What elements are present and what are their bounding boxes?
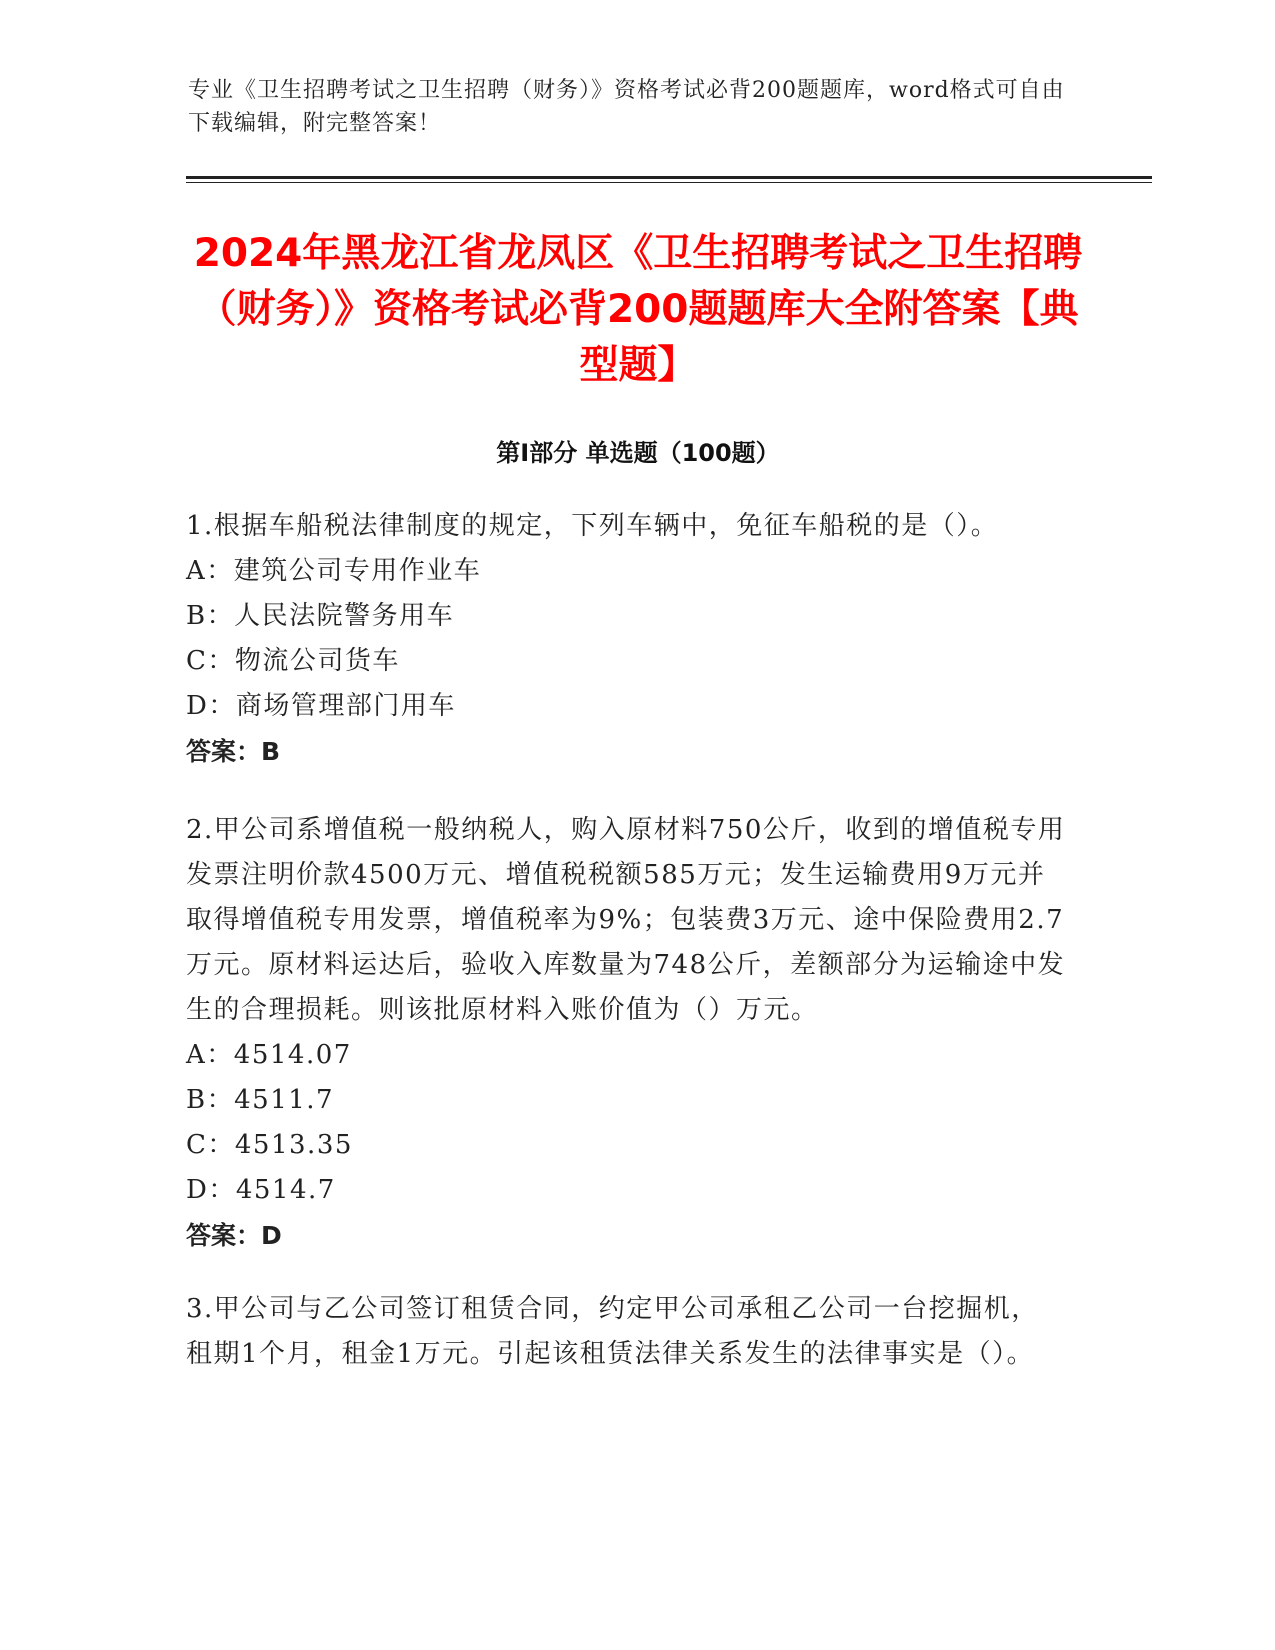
question-2 xyxy=(186,808,1066,1258)
option-b: B：人民法院警务用车 xyxy=(186,601,455,631)
option-c: C：物流公司货车 xyxy=(186,646,400,676)
question-1 xyxy=(186,504,1066,774)
document-title: 2024年黑龙江省龙凤区《卫生招聘考试之卫生招聘（财务）》资格考试必背200题题库大全附答案【典型题】 xyxy=(193,231,1083,388)
option-d: D：商场管理部门用车 xyxy=(186,691,456,721)
option-b: B：4511.7 xyxy=(186,1085,335,1115)
question-3 xyxy=(186,1287,1066,1377)
question-stem: 2.甲公司系增值税一般纳税人，购入原材料750公斤，收到的增值税专用发票注明价款4500万元、增值税税额585万元；发生运输费用9万元并取得增值税专用发票，增值税率为9%；包装费3万元、途中保险费用2.7万元。原材料运达后，验收入库数量为748公斤，差额部分为运输途中发生的合理损耗。则该批原材料入账价值为（）万元。 xyxy=(186,815,1066,1025)
header-note: 专业《卫生招聘考试之卫生招聘（财务）》资格考试必背200题题库，word格式可自由下载编辑，附完整答案！ xyxy=(188,78,1065,136)
header-rule-thin xyxy=(186,182,1152,183)
option-a: A：建筑公司专用作业车 xyxy=(186,556,482,586)
question-stem: 3.甲公司与乙公司签订租赁合同，约定甲公司承租乙公司一台挖掘机，租期1个月，租金1万元。引起该租赁法律关系发生的法律事实是（）。 xyxy=(186,1294,1039,1369)
answer: 答案：D xyxy=(186,1221,282,1250)
option-c: C：4513.35 xyxy=(186,1130,353,1160)
option-d: D：4514.7 xyxy=(186,1175,336,1205)
option-a: A：4514.07 xyxy=(186,1040,352,1070)
section-title: 第I部分 单选题（100题） xyxy=(496,439,780,467)
answer: 答案：B xyxy=(186,737,281,766)
question-stem: 1.根据车船税法律制度的规定，下列车辆中，免征车船税的是（）。 xyxy=(186,511,999,541)
header-rule-thick xyxy=(186,176,1152,179)
